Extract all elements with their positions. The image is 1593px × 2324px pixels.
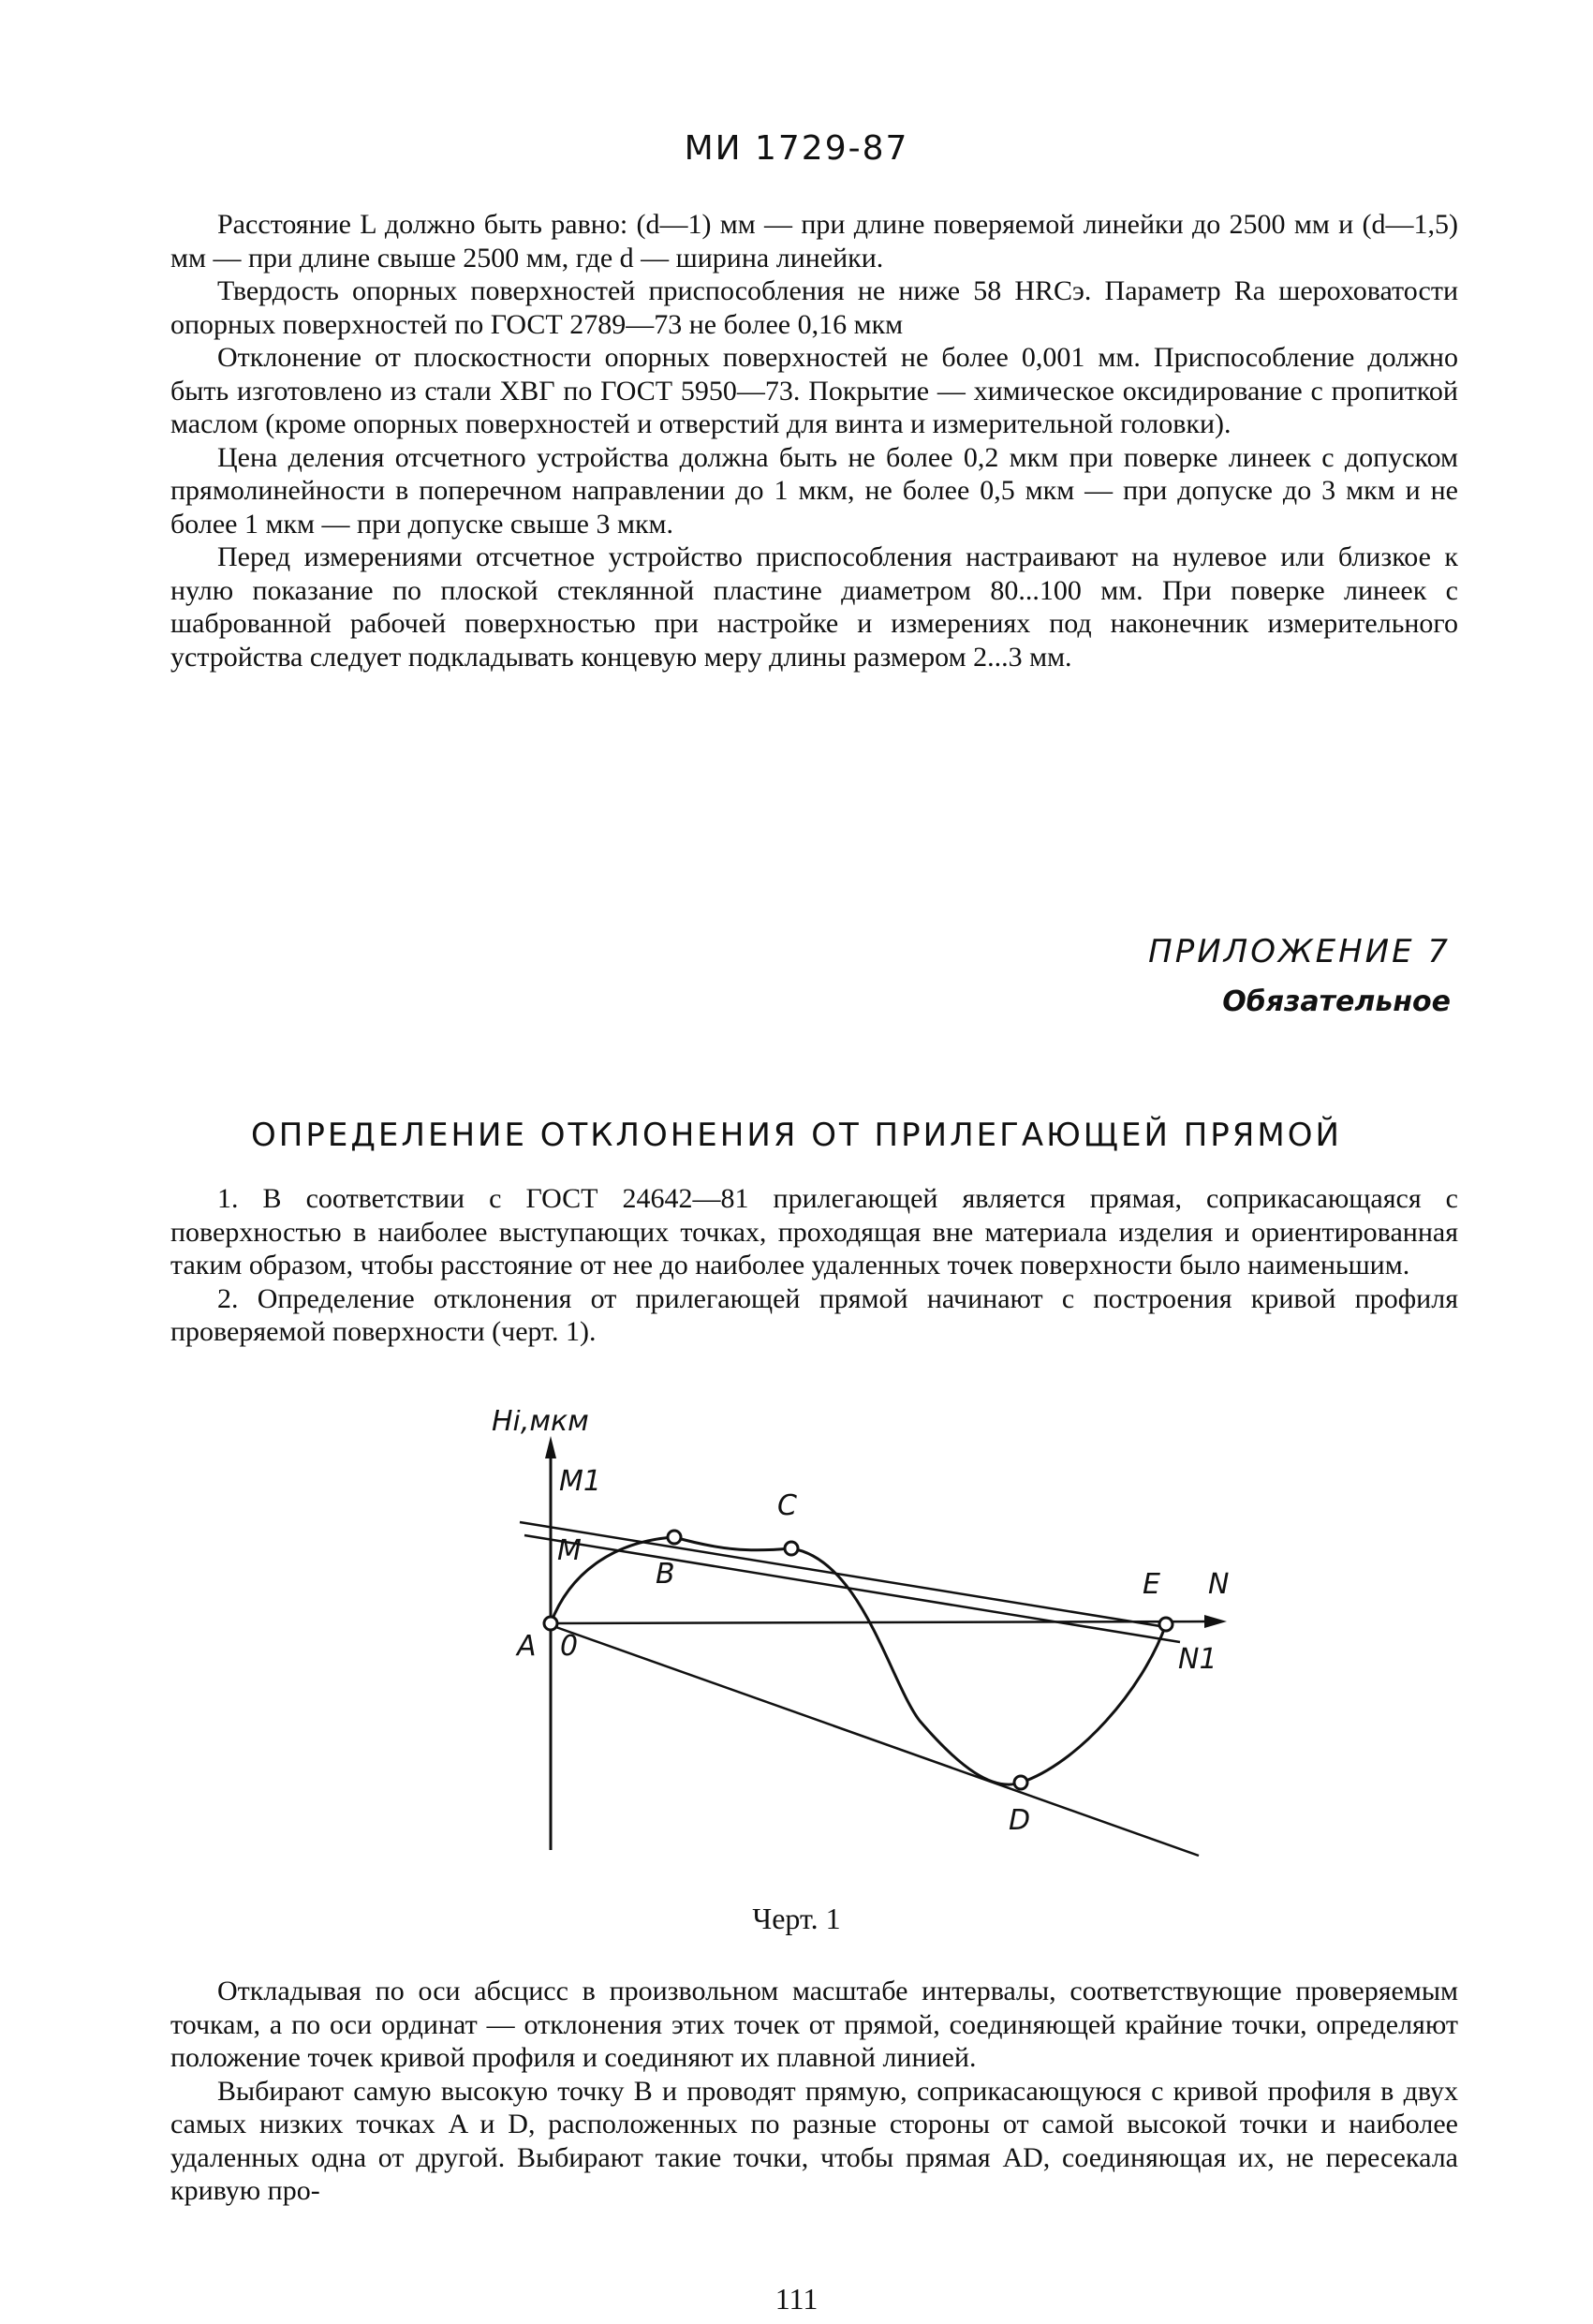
paragraph: 2. Определение отклонения от прилегающей прямой начинают с построения кривой профиля проверяемой поверхности (черт. 1).	[170, 1282, 1458, 1347]
point-d	[1014, 1776, 1027, 1789]
profile-curve	[551, 1537, 1166, 1784]
label-a: A	[517, 1630, 537, 1663]
paragraph: Твердость опорных поверхностей приспособления не ниже 58 HRCэ. Параметр Ra шероховатости опорных поверхностей по ГОСТ 2789—73 не более 0,16 мкм	[170, 275, 1458, 340]
y-axis-label: Hi,мкм	[492, 1410, 589, 1438]
point-c	[785, 1542, 798, 1555]
appendix-subtitle: Обязательное	[1222, 985, 1451, 1018]
n-arrow	[1204, 1615, 1227, 1628]
line-a-n	[551, 1621, 1213, 1623]
paragraph: Перед измерениями отсчетное устройство приспособления настраивают на нулевое или близкое к нулю показание по плоской стеклянной пластине диаметром 80...100 мм. При поверке линеек с шаброванной рабочей поверхностью при настройке и измерениях под наконечник измерительного устройства следует подкладывать концевую меру длины размером 2...3 мм.	[170, 541, 1458, 673]
section-text-block	[170, 1182, 1458, 1349]
point-b	[668, 1531, 681, 1544]
paragraph: Отклонение от плоскостности опорных поверхностей не более 0,001 мм. Приспособление должно быть изготовлено из стали ХВГ по ГОСТ 5950—73. Покрытие — химическое оксидирование с пропиткой маслом (кроме опорных поверхностей и отверстий для винта и измерительной головки).	[170, 342, 1458, 439]
top-text-block	[170, 208, 1458, 674]
section-title: ОПРЕДЕЛЕНИЕ ОТКЛОНЕНИЯ ОТ ПРИЛЕГАЮЩЕЙ ПРЯМОЙ	[251, 1117, 1342, 1154]
label-o: 0	[560, 1630, 579, 1663]
paragraph: Выбирают самую высокую точку B и проводят прямую, соприкасающуюся с кривой профиля в двух самых низких точках A и D, расположенных по разные стороны от самой высокой точки и наиболее удаленных одна от другой. Выбирают такие точки, чтобы прямая AD, соединяющая их, не пересекала кривую про-	[170, 2075, 1458, 2206]
paragraph: Откладывая по оси абсцисс в произвольном масштабе интервалы, соответствующие проверяемым точкам, а по оси ординат — отклонения этих точек от прямой, соединяющей крайние точки, определяют положение точек кривой профиля и соединяют их плавной линией.	[170, 1976, 1458, 2073]
paragraph: Расстояние L должно быть равно: (d—1) мм — при длине поверяемой линейки до 2500 мм и (d—1,5) мм — при длине свыше 2500 мм, где d — ширина линейки.	[170, 209, 1458, 274]
appendix-title: ПРИЛОЖЕНИЕ 7	[1148, 933, 1451, 970]
label-e: E	[1143, 1568, 1160, 1601]
label-c: C	[777, 1489, 797, 1522]
profile-diagram	[468, 1410, 1236, 1878]
label-m1: M1	[559, 1465, 601, 1498]
line-m1-n1	[520, 1522, 1166, 1627]
point-a	[544, 1617, 557, 1630]
label-n: N	[1208, 1568, 1230, 1601]
label-b: B	[656, 1558, 675, 1591]
line-a-d	[551, 1625, 1199, 1856]
document-header: МИ 1729-87	[684, 129, 909, 168]
figure-caption: Черт. 1	[752, 1902, 841, 1935]
line-m-bc	[524, 1535, 1180, 1642]
point-e	[1159, 1618, 1173, 1631]
paragraph: 1. В соответствии с ГОСТ 24642—81 прилегающей является прямая, соприкасающаяся с поверхностью в наиболее выступающих точках, проходящая вне материала изделия и ориентированная таким образом, чтобы расстояние от нее до наиболее удаленных точек поверхности было наименьшим.	[170, 1183, 1458, 1280]
bottom-text-block	[170, 1975, 1458, 2208]
label-n1: N1	[1178, 1643, 1217, 1676]
page-number: 111	[774, 2282, 819, 2316]
label-d: D	[1009, 1804, 1031, 1837]
paragraph: Цена деления отсчетного устройства должна быть не более 0,2 мкм при поверке линеек с допуском прямолинейности в поперечном направлении до 1 мкм, не более 0,5 мкм — при допуске до 3 мкм и не более 1 мкм — при допуске свыше 3 мкм.	[170, 441, 1458, 540]
label-m: M	[557, 1534, 582, 1567]
y-axis-arrow	[545, 1436, 556, 1458]
